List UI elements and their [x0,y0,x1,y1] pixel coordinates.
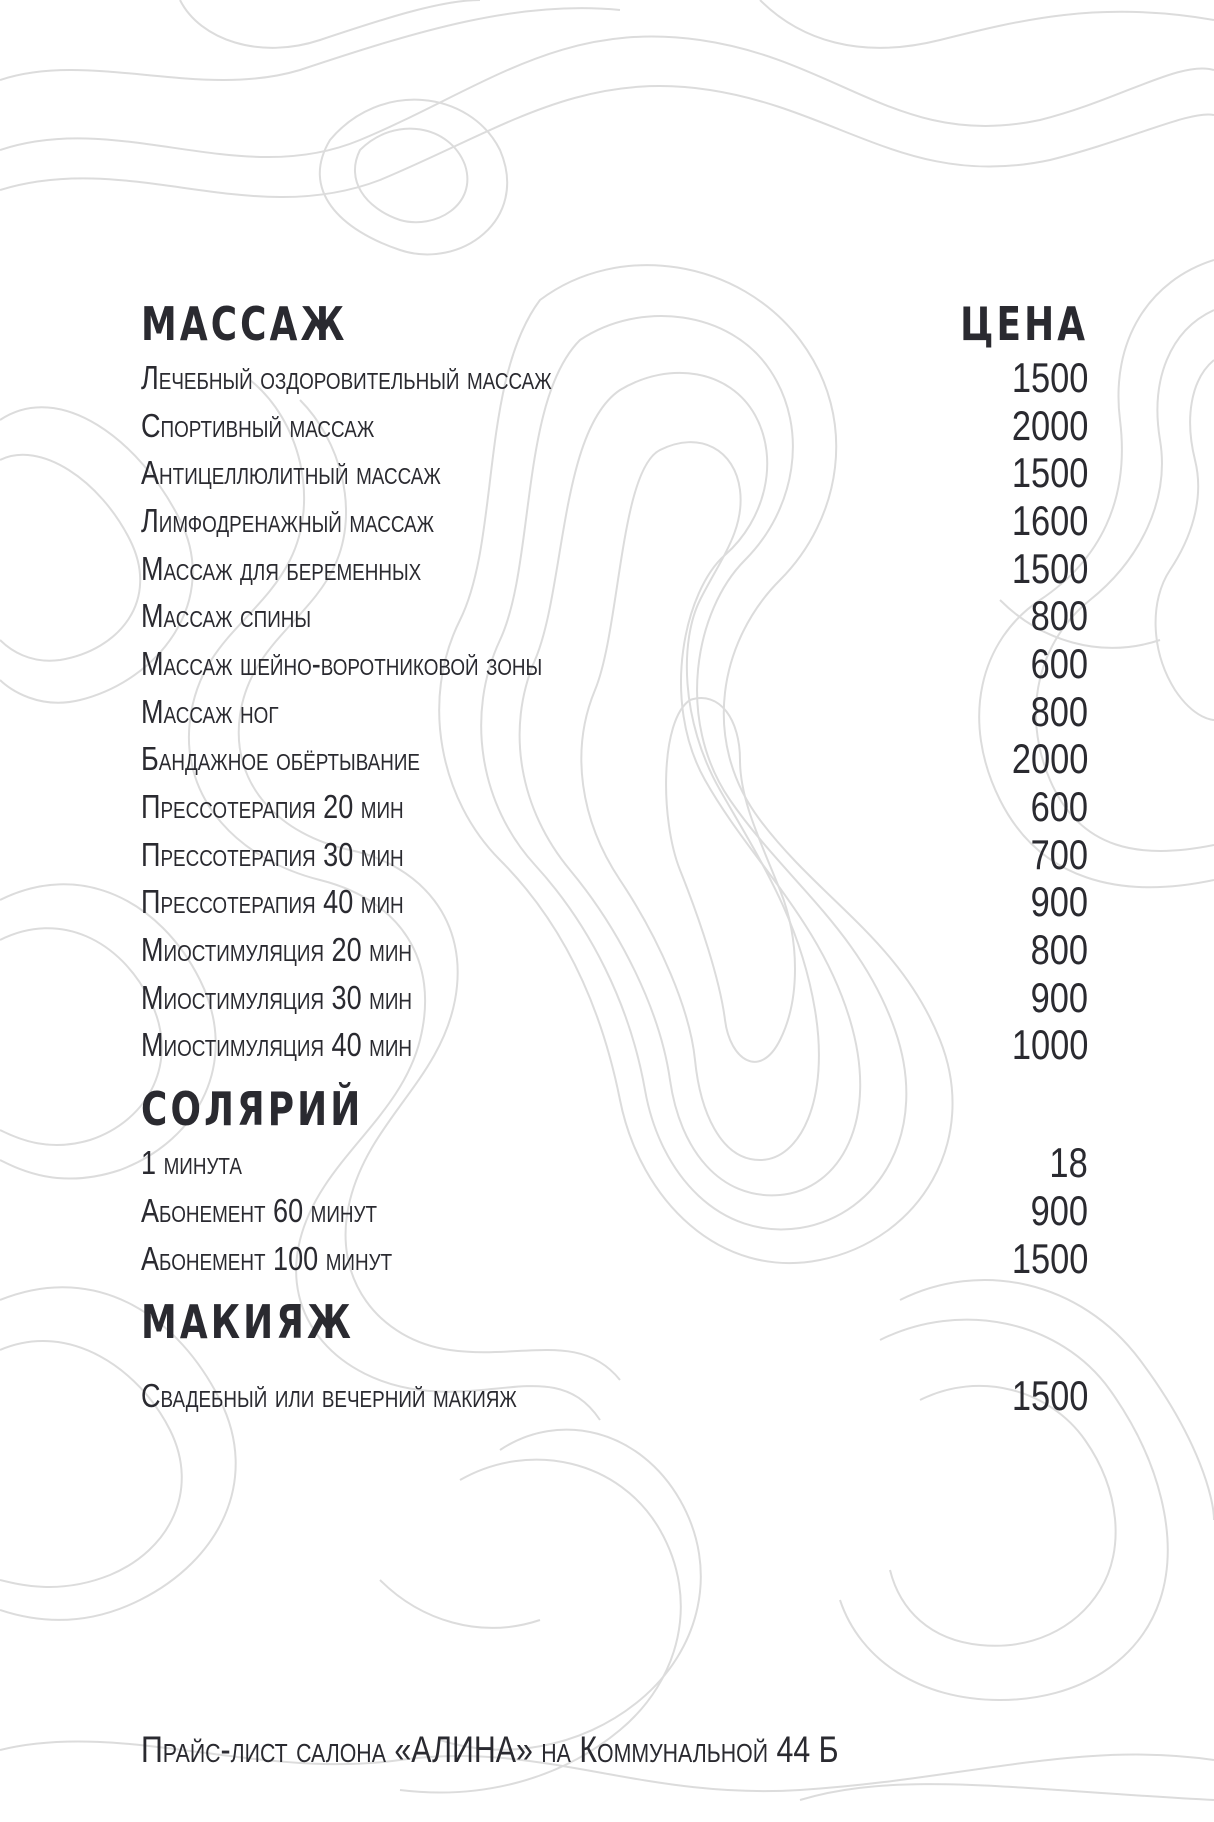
service-row [141,879,1088,927]
service-row [141,402,1088,450]
service-name: Прессотерапия 20 мин [141,788,404,826]
service-price: 1500 [1011,449,1088,497]
service-row [141,831,1088,879]
service-price: 800 [1030,687,1088,735]
service-price: 800 [1030,592,1088,640]
service-price: 900 [1030,1186,1088,1234]
service-name: Массаж ног [141,692,279,730]
service-name: Спортивный массаж [141,406,375,444]
service-price: 1600 [1011,496,1088,544]
service-name: Миостимуляция 40 мин [141,1026,413,1064]
service-row [141,1187,1088,1235]
service-price: 1500 [1011,353,1088,401]
massage-list [141,354,1088,1069]
service-price: 2000 [1011,401,1088,449]
service-row [141,1022,1088,1070]
makeup-heading: МАКИЯЖ [141,1295,355,1350]
service-name: Лимфодренажный массаж [141,501,435,539]
service-name: Лечебный оздоровительный массаж [141,358,552,396]
service-row [141,545,1088,593]
service-name: Массаж спины [141,597,312,635]
massage-header [141,294,1088,354]
makeup-header [141,1292,1088,1352]
service-name: Массаж для беременных [141,549,422,587]
service-row [141,497,1088,545]
service-price: 1000 [1011,1021,1088,1069]
service-name: Свадебный или вечерний макияж [141,1377,517,1415]
solarium-list [141,1139,1088,1282]
footer-caption: Прайс-лист салона «АЛИНА» на Коммунальной 44 Б [141,1729,839,1770]
service-row [141,354,1088,402]
service-name: Миостимуляция 30 мин [141,978,413,1016]
service-price: 2000 [1011,735,1088,783]
massage-heading: МАССАЖ [141,297,348,351]
service-name: Прессотерапия 40 мин [141,883,404,921]
service-row [141,688,1088,736]
solarium-heading: СОЛЯРИЙ [141,1082,364,1137]
service-row [141,640,1088,688]
makeup-list [141,1372,1088,1420]
service-price: 900 [1030,973,1088,1021]
service-row [141,592,1088,640]
service-price: 1500 [1011,1372,1088,1420]
service-price: 18 [1049,1139,1088,1187]
service-row [141,1372,1088,1420]
service-row [141,926,1088,974]
solarium-header [141,1079,1088,1139]
service-price: 1500 [1011,544,1088,592]
service-price: 600 [1030,783,1088,831]
service-row [141,974,1088,1022]
service-price: 700 [1030,830,1088,878]
service-row [141,449,1088,497]
service-name: Миостимуляция 20 мин [141,931,413,969]
service-name: Прессотерапия 30 мин [141,835,404,873]
price-column-heading: ЦЕНА [959,297,1088,351]
service-row [141,783,1088,831]
price-list [141,294,1088,1420]
service-row [141,1139,1088,1187]
service-price: 900 [1030,878,1088,926]
service-name: Абонемент 100 минут [141,1239,393,1277]
service-name: Бандажное обёртывание [141,740,420,778]
service-name: Массаж шейно-воротниковой зоны [141,644,543,682]
service-price: 600 [1030,639,1088,687]
service-row [141,736,1088,784]
service-row [141,1235,1088,1283]
service-name: Антицеллюлитный массаж [141,454,441,492]
service-price: 1500 [1011,1234,1088,1282]
service-name: 1 минута [141,1144,242,1182]
service-price: 800 [1030,926,1088,974]
service-name: Абонемент 60 минут [141,1191,378,1229]
